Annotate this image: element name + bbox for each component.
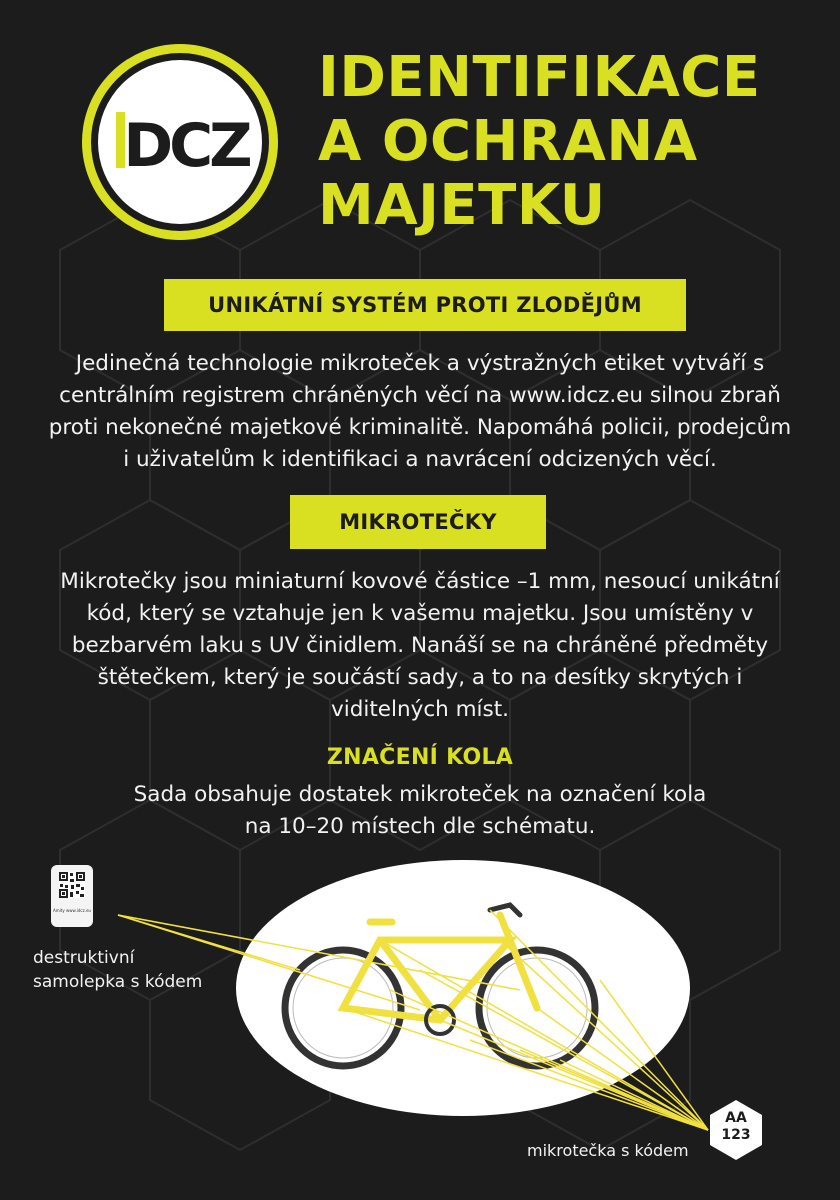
section-heading-banner xyxy=(290,495,546,549)
paragraph-line: viditelných míst. xyxy=(331,697,509,722)
title-line: A OCHRANA xyxy=(318,109,698,174)
paragraph-line: kód, který se vztahuje jen k vašemu majetku. Jsou umístěny v xyxy=(86,601,754,626)
label-line: destruktivní xyxy=(33,948,135,968)
intro-paragraph xyxy=(10,348,830,476)
bike-marking-heading: ZNAČENÍ KOLA xyxy=(326,745,514,770)
svg-text:DCZ: DCZ xyxy=(123,111,249,181)
qr-code-icon xyxy=(51,865,93,909)
paragraph-line: centrálním registrem chráněných věcí na www.idcz.eu silnou zbraň xyxy=(59,383,781,408)
section-heading: UNIKÁTNÍ SYSTÉM PROTI ZLODĚJŮM xyxy=(208,293,642,317)
idcz-logo xyxy=(78,40,282,244)
paragraph-line: i uživatelům k identifikaci a navrácení odcizených věcí. xyxy=(123,447,717,472)
page-title xyxy=(318,46,828,238)
qr-sticker xyxy=(51,865,93,927)
microdots-paragraph xyxy=(10,566,830,726)
paragraph-line: Sada obsahuje dostatek mikroteček na označení kola xyxy=(133,782,707,807)
title-line: IDENTIFIKACE xyxy=(318,45,761,110)
label-line: samolepka s kódem xyxy=(33,972,203,992)
paragraph-line: proti nekonečné majetkové kriminalitě. Napomáhá policii, prodejcům xyxy=(48,415,792,440)
badge-line: 123 xyxy=(721,1127,751,1143)
bike-marking-paragraph xyxy=(10,779,830,843)
paragraph-line: bezbarvém laku s UV činidlem. Nanáší se na chráněné předměty xyxy=(71,633,769,658)
microdot-code xyxy=(708,1110,764,1144)
section-heading-banner xyxy=(164,279,686,331)
section-heading: MIKROTEČKY xyxy=(339,510,497,534)
title-line: MAJETKU xyxy=(318,173,606,238)
paragraph-line: Mikrotečky jsou miniaturní kovové částice –1 mm, nesoucí unikátní xyxy=(60,569,780,594)
microdot-label: mikrotečka s kódem xyxy=(527,1141,689,1160)
paragraph-line: na 10–20 místech dle schématu. xyxy=(244,814,596,839)
paragraph-line: Jedinečná technologie mikroteček a výstražných etiket vytváří s xyxy=(75,351,765,376)
sticker-label xyxy=(33,946,202,994)
sticker-caption: Amity www.idcz.eu xyxy=(53,908,91,913)
badge-line: AA xyxy=(725,1110,747,1126)
paragraph-line: štětečkem, který je součástí sady, a to na desítky skrytých i xyxy=(97,665,743,690)
